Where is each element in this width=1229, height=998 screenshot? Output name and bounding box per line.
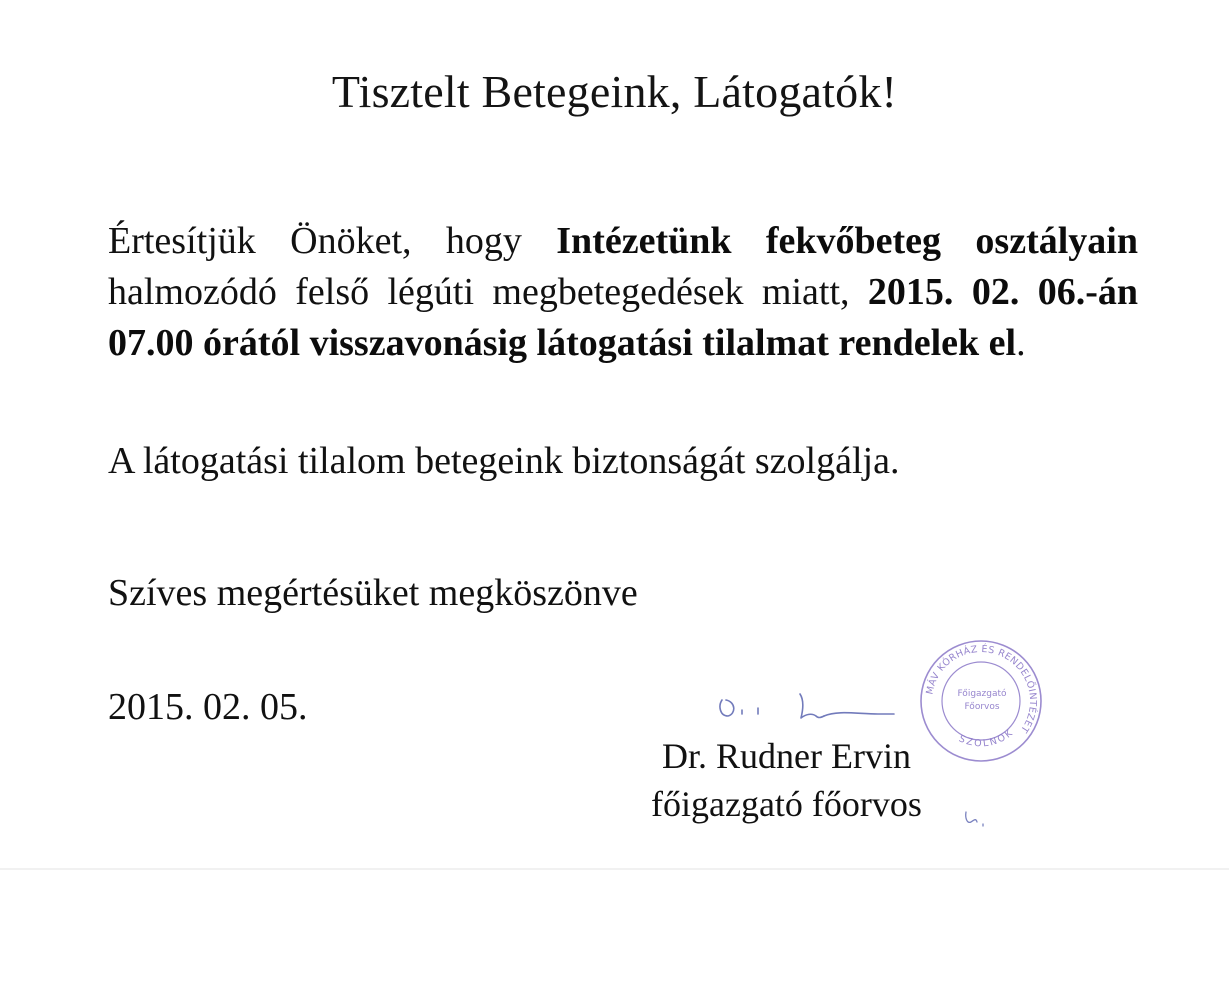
handwritten-signature xyxy=(708,680,908,730)
paragraph-text: Értesítjük Önöket, hogy xyxy=(108,220,557,262)
stamp-center-line2: Főorvos xyxy=(964,702,1000,712)
signer-name: Dr. Rudner Ervin xyxy=(662,736,911,776)
stamp-ring-text: MÁV KÓRHÁZ ÉS RENDELŐINTÉZET xyxy=(924,643,1039,735)
stamp-center-line1: Főigazgató xyxy=(957,689,1007,699)
official-stamp xyxy=(918,638,1044,764)
paragraph-period: . xyxy=(1016,322,1026,364)
safety-paragraph: A látogatási tilalom betegeink biztonságát szolgálja. xyxy=(108,440,900,482)
visiting-ban-statement: 2015. 02. 06.-án 07.00 órától visszavonásig látogatási tilalmat rendelek el xyxy=(108,271,1138,364)
svg-text:SZOLNOK xyxy=(957,727,1016,750)
scan-edge xyxy=(0,868,1229,870)
stamp-city: SZOLNOK xyxy=(957,726,1017,750)
handwritten-initials xyxy=(962,806,992,832)
signer-title: főigazgató főorvos xyxy=(651,784,922,824)
notice-paragraph xyxy=(108,216,1138,369)
paragraph-text: halmozódó felső légúti megbetegedések miatt, xyxy=(108,271,868,313)
closing-line: Szíves megértésüket megköszönve xyxy=(108,572,638,614)
notice-title: Tisztelt Betegeink, Látogatók! xyxy=(331,66,898,117)
notice-date: 2015. 02. 05. xyxy=(108,686,308,728)
affected-wards: Intézetünk fekvőbeteg osztályain xyxy=(556,220,1138,262)
